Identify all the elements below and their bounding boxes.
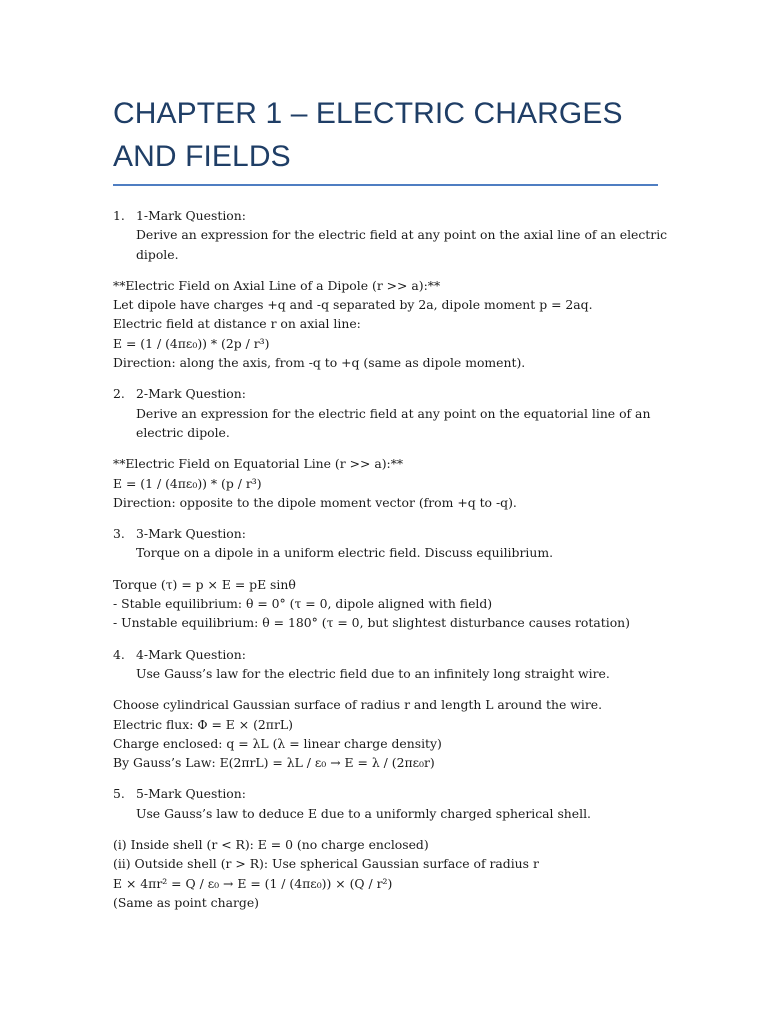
question-number: 5. [113, 786, 125, 802]
question-prompt: dipole. [136, 246, 179, 262]
answer-line: (ii) Outside shell (r > R): Use spherical Gaussian surface of radius r [113, 856, 539, 872]
answer-2 [113, 454, 658, 512]
answer-formula: E × 4πr² = Q / ε₀ → E = (1 / (4πε₀)) × (Q / r²) [113, 875, 393, 891]
answer-line: Choose cylindrical Gaussian surface of radius r and length L around the wire. [113, 697, 603, 713]
document-page [113, 92, 668, 924]
answer-line: Charge enclosed: q = λL (λ = linear charge density) [113, 735, 442, 751]
answer-line: Direction: opposite to the dipole moment vector (from +q to -q). [113, 494, 517, 510]
answer-formula: By Gauss’s Law: E(2πrL) = λL / ε₀ → E = λ / (2πε₀r) [113, 755, 435, 771]
answer-line: (i) Inside shell (r < R): E = 0 (no charge enclosed) [113, 837, 429, 853]
answer-line: Direction: along the axis, from -q to +q (same as dipole moment). [113, 355, 526, 371]
question-heading: 5-Mark Question: [136, 786, 246, 802]
answer-line: - Stable equilibrium: θ = 0° (τ = 0, dipole aligned with field) [113, 596, 493, 612]
document-body [113, 206, 668, 912]
question-heading: 3-Mark Question: [136, 526, 246, 542]
answer-line: - Unstable equilibrium: θ = 180° (τ = 0, but slightest disturbance causes rotation) [113, 615, 630, 631]
question-prompt: Use Gauss’s law to deduce E due to a uniformly charged spherical shell. [136, 805, 591, 821]
answer-formula: E = (1 / (4πε₀)) * (p / r³) [113, 475, 262, 491]
answer-formula: Electric flux: Φ = E × (2πrL) [113, 716, 293, 732]
question-4 [113, 645, 658, 684]
question-number: 1. [113, 208, 125, 223]
question-number: 4. [113, 646, 125, 662]
question-prompt: Torque on a dipole in a uniform electric field. Discuss equilibrium. [136, 545, 554, 561]
question-prompt: electric dipole. [136, 424, 230, 440]
question-heading: 1-Mark Question: [136, 208, 246, 223]
answer-line: **Electric Field on Equatorial Line (r >> a):** [113, 456, 404, 472]
question-3 [113, 524, 658, 563]
answer-line: (Same as point charge) [113, 894, 259, 910]
answer-line: Let dipole have charges +q and -q separated by 2a, dipole moment p = 2aq. [113, 297, 593, 313]
question-number: 3. [113, 526, 125, 542]
question-5 [113, 784, 658, 823]
answer-line: Electric field at distance r on axial line: [113, 316, 361, 332]
question-heading: 2-Mark Question: [136, 386, 246, 402]
answer-5 [113, 835, 658, 912]
question-1 [113, 206, 668, 264]
chapter-title: CHAPTER 1 – ELECTRIC CHARGES AND FIELDS [113, 92, 658, 186]
answer-3 [113, 575, 658, 633]
question-prompt: Derive an expression for the electric field at any point on the equatorial line of an [136, 405, 651, 421]
answer-1 [113, 276, 658, 372]
answer-4 [113, 695, 658, 772]
question-prompt: Derive an expression for the electric field at any point on the axial line of an electric [136, 227, 668, 243]
answer-line: **Electric Field on Axial Line of a Dipole (r >> a):** [113, 277, 441, 293]
question-2 [113, 384, 658, 442]
question-number: 2. [113, 386, 125, 402]
answer-formula: E = (1 / (4πε₀)) * (2p / r³) [113, 335, 270, 351]
question-heading: 4-Mark Question: [136, 646, 246, 662]
question-prompt: Use Gauss’s law for the electric field due to an infinitely long straight wire. [136, 665, 610, 681]
answer-formula: Torque (τ) = p × E = pE sinθ [113, 576, 296, 592]
